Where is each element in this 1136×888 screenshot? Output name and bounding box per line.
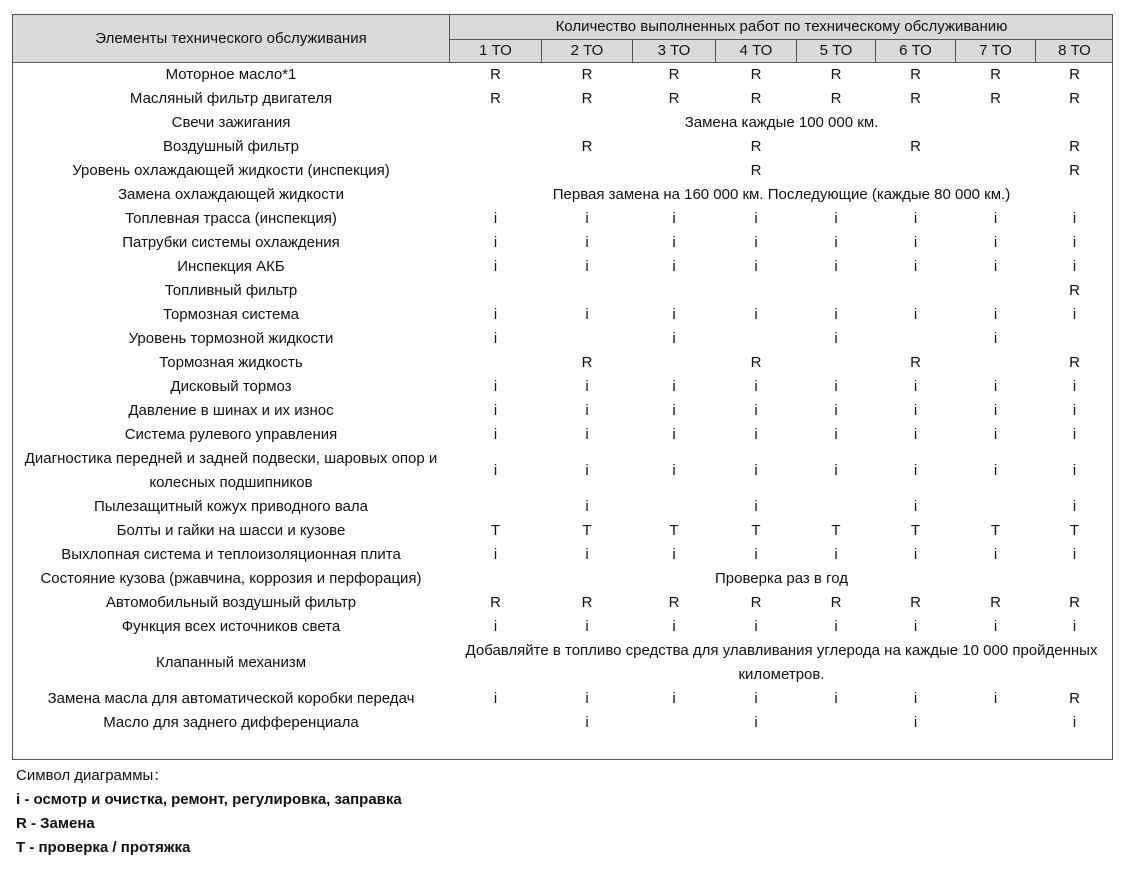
schedule-cell: i [672, 210, 676, 227]
schedule-cell: i [1072, 258, 1077, 275]
schedule-cell [450, 159, 542, 183]
item-name: Моторное масло*1 [165, 66, 297, 83]
schedule-cell [542, 159, 633, 183]
legend-item-i: i - осмотр и очистка, ремонт, регулировка, заправка [16, 791, 402, 808]
schedule-cell: i [1072, 498, 1077, 515]
schedule-cell: i [834, 462, 838, 479]
schedule-cell: i [672, 546, 676, 563]
schedule-cell [876, 279, 956, 303]
schedule-cell: R [581, 90, 593, 107]
item-name: Выхлопная система и теплоизоляционная плита [61, 546, 401, 563]
item-name: Топливный фильтр [164, 282, 298, 299]
count-column-header: Количество выполненных работ по техническому обслуживанию [450, 15, 1114, 40]
schedule-cell: R [910, 138, 921, 155]
schedule-cell: i [585, 306, 589, 323]
schedule-cell: i [913, 306, 918, 323]
schedule-cell: i [672, 258, 676, 275]
schedule-cell: i [834, 378, 838, 395]
schedule-cell [956, 135, 1036, 159]
table-row [13, 327, 1114, 351]
item-name: Функция всех источников света [121, 618, 341, 635]
schedule-cell: i [672, 330, 676, 347]
schedule-cell [956, 711, 1036, 735]
schedule-cell: i [672, 462, 676, 479]
table-row [13, 87, 1114, 111]
schedule-cell: i [585, 426, 589, 443]
table-row [13, 255, 1114, 279]
schedule-cell: i [585, 234, 589, 251]
item-name: Свечи зажигания [171, 114, 291, 131]
schedule-cell: i [993, 330, 998, 347]
schedule-cell: R [1069, 354, 1080, 371]
schedule-cell [956, 279, 1036, 303]
schedule-cell: i [493, 546, 498, 563]
item-name: Воздушный фильтр [163, 138, 299, 155]
schedule-cell: R [750, 162, 762, 179]
schedule-cell: i [585, 462, 589, 479]
schedule-cell: T [751, 522, 761, 539]
schedule-cell: i [834, 234, 838, 251]
schedule-cell: R [1069, 282, 1080, 299]
schedule-cell: i [493, 210, 498, 227]
schedule-cell: i [993, 402, 998, 419]
schedule-cell: R [750, 90, 762, 107]
chart-legend [16, 764, 402, 860]
table-row [13, 615, 1114, 639]
schedule-cell: i [913, 234, 918, 251]
schedule-cell: R [990, 594, 1001, 611]
schedule-cell: i [754, 426, 758, 443]
schedule-cell: i [585, 618, 589, 635]
schedule-cell: i [993, 690, 998, 707]
maintenance-schedule-table [12, 14, 1113, 735]
schedule-cell: i [913, 258, 918, 275]
schedule-cell [716, 279, 797, 303]
table-row [13, 231, 1114, 255]
schedule-cell: T [490, 522, 501, 539]
schedule-cell: i [993, 618, 998, 635]
schedule-cell: R [1069, 138, 1080, 155]
schedule-cell: i [834, 306, 838, 323]
interval-header: 1 ТО [450, 40, 542, 63]
item-name: Патрубки системы охлаждения [122, 234, 340, 251]
schedule-cell [876, 327, 956, 351]
schedule-cell: i [913, 498, 918, 515]
schedule-cell [450, 495, 542, 519]
schedule-cell: i [754, 498, 758, 515]
item-name: Замена охлаждающей жидкости [117, 186, 345, 203]
schedule-cell: i [754, 402, 758, 419]
schedule-cell [633, 159, 716, 183]
schedule-cell: i [493, 378, 498, 395]
schedule-cell: i [754, 618, 758, 635]
schedule-cell: R [581, 138, 593, 155]
schedule-cell: i [834, 690, 838, 707]
item-name: Состояние кузова (ржавчина, коррозия и перфорация) [40, 570, 422, 587]
schedule-cell [797, 159, 876, 183]
interval-header: 6 ТО [876, 40, 956, 63]
schedule-cell [450, 279, 542, 303]
schedule-cell: i [672, 618, 676, 635]
schedule-cell: i [913, 378, 918, 395]
schedule-cell: T [910, 522, 921, 539]
schedule-cell: R [910, 354, 921, 371]
schedule-cell [956, 159, 1036, 183]
legend-item-t: T - проверка / протяжка [16, 839, 191, 856]
schedule-cell: i [672, 690, 676, 707]
schedule-cell [1036, 327, 1114, 351]
schedule-cell: i [493, 426, 498, 443]
row-note: Проверка раз в год [715, 570, 848, 587]
schedule-cell [797, 279, 876, 303]
item-name: Замена масла для автоматической коробки передач [47, 690, 415, 707]
schedule-cell: i [1072, 234, 1077, 251]
table-row [13, 543, 1114, 567]
schedule-cell: R [1069, 66, 1080, 83]
schedule-cell: i [585, 690, 589, 707]
schedule-cell: T [669, 522, 679, 539]
schedule-cell: i [1072, 426, 1077, 443]
schedule-cell: i [993, 258, 998, 275]
schedule-cell [633, 495, 716, 519]
schedule-cell: R [581, 66, 593, 83]
schedule-cell: R [1069, 162, 1080, 179]
schedule-cell [876, 159, 956, 183]
schedule-cell: R [830, 66, 842, 83]
schedule-cell: i [913, 546, 918, 563]
schedule-cell: i [672, 426, 676, 443]
table-row [13, 135, 1114, 159]
table-row [13, 639, 1114, 687]
item-name: Болты и гайки на шасси и кузове [116, 522, 346, 539]
schedule-cell [716, 327, 797, 351]
interval-header: 4 ТО [716, 40, 797, 63]
schedule-cell: T [990, 522, 1001, 539]
schedule-cell: i [754, 378, 758, 395]
table-row [13, 495, 1114, 519]
schedule-cell: R [750, 354, 762, 371]
table-row [13, 183, 1114, 207]
schedule-cell: i [993, 462, 998, 479]
schedule-cell: i [754, 210, 758, 227]
schedule-cell: i [493, 690, 498, 707]
interval-header: 7 ТО [956, 40, 1036, 63]
table-row [13, 207, 1114, 231]
table-row [13, 711, 1114, 735]
schedule-cell: R [668, 594, 680, 611]
schedule-cell [797, 495, 876, 519]
schedule-cell: R [490, 66, 501, 83]
schedule-cell: i [834, 546, 838, 563]
schedule-cell: i [1072, 402, 1077, 419]
legend-item-r: R - Замена [16, 815, 95, 832]
schedule-cell: i [913, 402, 918, 419]
schedule-cell: i [493, 402, 498, 419]
schedule-cell: R [1069, 90, 1080, 107]
item-name: Масло для заднего дифференциала [103, 714, 359, 731]
item-name: Дисковый тормоз [170, 378, 292, 395]
schedule-cell: R [910, 594, 921, 611]
row-note: Первая замена на 160 000 км. Последующие (каждые 80 000 км.) [552, 186, 1011, 203]
schedule-cell: i [493, 618, 498, 635]
schedule-cell [633, 135, 716, 159]
schedule-cell: R [668, 66, 680, 83]
schedule-cell: R [990, 90, 1001, 107]
schedule-cell [797, 351, 876, 375]
item-name: Топлевная трасса (инспекция) [125, 210, 337, 227]
schedule-cell: i [493, 330, 498, 347]
schedule-cell [542, 279, 633, 303]
schedule-cell: i [834, 210, 838, 227]
items-column-header: Элементы технического обслуживания [13, 15, 450, 63]
schedule-cell: i [993, 426, 998, 443]
table-row [13, 447, 1114, 495]
schedule-cell: R [990, 66, 1001, 83]
schedule-cell [797, 711, 876, 735]
schedule-body [13, 63, 1114, 736]
schedule-cell: R [581, 354, 593, 371]
schedule-cell: i [913, 210, 918, 227]
interval-header: 8 ТО [1036, 40, 1114, 63]
schedule-cell: i [493, 462, 498, 479]
table-row [13, 687, 1114, 711]
schedule-cell [956, 351, 1036, 375]
schedule-cell [542, 327, 633, 351]
schedule-cell: i [585, 498, 589, 515]
schedule-cell [956, 495, 1036, 519]
schedule-cell: T [1069, 522, 1080, 539]
schedule-cell: R [581, 594, 593, 611]
schedule-cell: i [754, 306, 758, 323]
schedule-cell: i [1072, 462, 1077, 479]
schedule-cell: i [834, 618, 838, 635]
table-row [13, 303, 1114, 327]
schedule-cell: i [493, 258, 498, 275]
schedule-cell: R [490, 90, 501, 107]
schedule-cell: i [585, 258, 589, 275]
schedule-cell: i [754, 714, 758, 731]
item-name: Инспекция АКБ [177, 258, 285, 275]
schedule-cell [633, 711, 716, 735]
table-row [13, 63, 1114, 88]
table-row [13, 567, 1114, 591]
item-name: Масляный фильтр двигателя [129, 90, 333, 107]
schedule-cell: R [910, 90, 921, 107]
schedule-cell: i [585, 546, 589, 563]
row-note: Замена каждые 100 000 км. [684, 114, 879, 131]
item-name: Диагностика передней и задней подвески, шаровых опор и колесных подшипников [24, 450, 438, 491]
schedule-cell: i [913, 618, 918, 635]
schedule-cell: i [585, 378, 589, 395]
schedule-cell: i [913, 690, 918, 707]
schedule-cell: i [993, 378, 998, 395]
schedule-cell: i [1072, 378, 1077, 395]
schedule-cell: i [754, 546, 758, 563]
schedule-cell: R [750, 138, 762, 155]
schedule-cell: i [754, 690, 758, 707]
item-name: Клапанный механизм [155, 654, 307, 671]
schedule-cell: i [493, 234, 498, 251]
schedule-cell: i [834, 258, 838, 275]
table-row [13, 159, 1114, 183]
schedule-cell: i [913, 462, 918, 479]
schedule-cell: i [585, 714, 589, 731]
schedule-cell [633, 351, 716, 375]
item-name: Пылезащитный кожух приводного вала [94, 498, 368, 515]
item-name: Система рулевого управления [124, 426, 338, 443]
schedule-cell: i [913, 714, 918, 731]
item-name: Тормозная система [162, 306, 300, 323]
row-note: Добавляйте в топливо средства для улавливания углерода на каждые 10 000 пройденных километров. [465, 642, 1098, 683]
legend-title: Символ диаграммы： [16, 767, 169, 784]
table-row [13, 351, 1114, 375]
interval-header: 5 ТО [797, 40, 876, 63]
schedule-cell: R [1069, 594, 1080, 611]
header-row-top [13, 15, 1114, 40]
schedule-cell: R [750, 66, 762, 83]
schedule-cell: i [754, 234, 758, 251]
schedule-cell: R [910, 66, 921, 83]
schedule-cell: i [585, 210, 589, 227]
item-name: Уровень тормозной жидкости [128, 330, 334, 347]
schedule-cell: R [668, 90, 680, 107]
schedule-cell: R [830, 90, 842, 107]
schedule-cell: R [750, 594, 762, 611]
schedule-cell [450, 135, 542, 159]
schedule-cell [797, 135, 876, 159]
schedule-cell: i [993, 234, 998, 251]
interval-header: 3 ТО [633, 40, 716, 63]
schedule-cell: i [993, 546, 998, 563]
schedule-cell: i [993, 210, 998, 227]
table-row [13, 111, 1114, 135]
schedule-cell: T [582, 522, 592, 539]
item-name: Давление в шинах и их износ [128, 402, 334, 419]
schedule-cell: i [834, 426, 838, 443]
schedule-cell: i [672, 378, 676, 395]
schedule-cell: i [493, 306, 498, 323]
schedule-cell [450, 351, 542, 375]
maintenance-table-frame [12, 14, 1113, 760]
schedule-cell: i [834, 330, 838, 347]
schedule-cell: R [1069, 690, 1080, 707]
schedule-cell: i [585, 402, 589, 419]
schedule-cell: i [1072, 618, 1077, 635]
schedule-cell: T [831, 522, 841, 539]
table-row [13, 375, 1114, 399]
schedule-cell: i [1072, 210, 1077, 227]
schedule-cell: i [913, 426, 918, 443]
schedule-cell: i [672, 306, 676, 323]
item-name: Тормозная жидкость [159, 354, 303, 371]
schedule-cell: i [672, 234, 676, 251]
item-name: Автомобильный воздушный фильтр [105, 594, 357, 611]
schedule-cell [450, 711, 542, 735]
schedule-cell: i [1072, 714, 1077, 731]
schedule-cell: i [754, 462, 758, 479]
table-row [13, 279, 1114, 303]
schedule-cell: i [1072, 306, 1077, 323]
schedule-cell: i [834, 402, 838, 419]
schedule-cell: i [993, 306, 998, 323]
schedule-cell: i [1072, 546, 1077, 563]
schedule-cell: i [754, 258, 758, 275]
table-row [13, 591, 1114, 615]
schedule-cell [633, 279, 716, 303]
schedule-cell: R [830, 594, 842, 611]
schedule-cell: i [672, 402, 676, 419]
interval-header: 2 ТО [542, 40, 633, 63]
table-row [13, 423, 1114, 447]
schedule-cell: R [490, 594, 501, 611]
item-name: Уровень охлаждающей жидкости (инспекция) [72, 162, 390, 179]
table-row [13, 399, 1114, 423]
table-row [13, 519, 1114, 543]
